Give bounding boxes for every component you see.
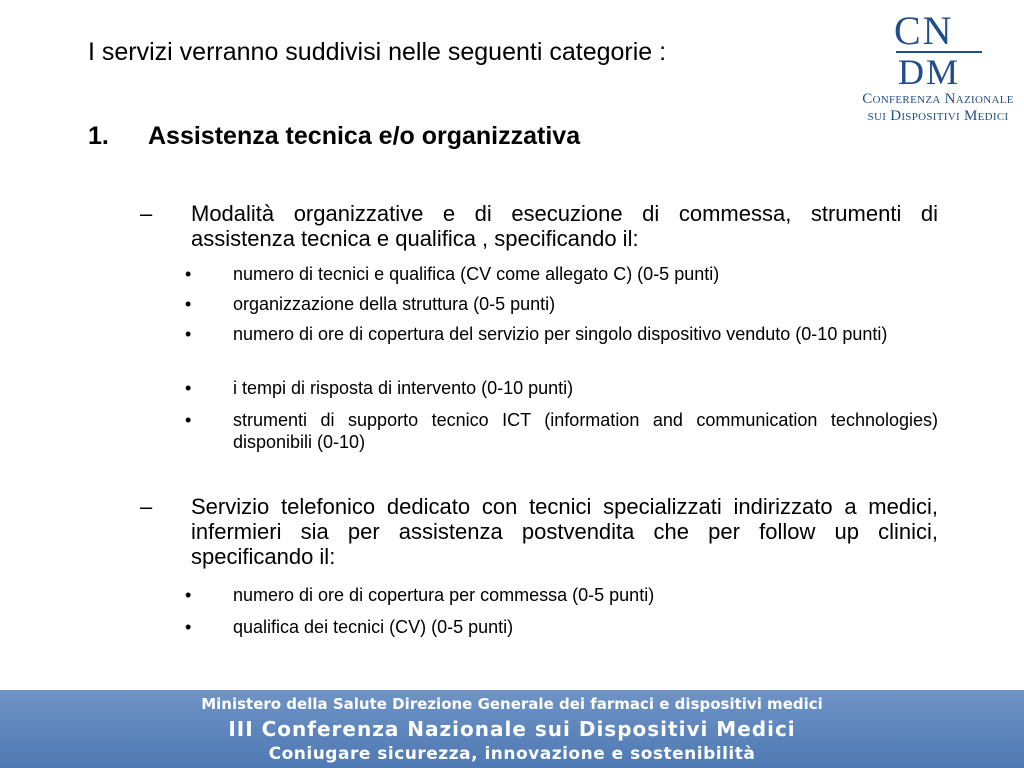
- bullet-item: [185, 293, 938, 315]
- dash-item-text: Modalità organizzative e di esecuzione di commessa, strumenti di assistenza tecnica e qualifica , specificando il:: [191, 201, 938, 251]
- dash-item: [140, 494, 938, 569]
- section-title: [88, 118, 580, 154]
- bullet-item-text: numero di ore di copertura per commessa (0-5 punti): [233, 585, 655, 605]
- bullet-marker: •: [185, 378, 192, 398]
- cndm-logo: [858, 8, 1024, 128]
- bullet-item: [185, 616, 938, 638]
- bullet-marker: •: [185, 617, 192, 637]
- bullet-marker: •: [185, 585, 192, 605]
- footer-banner: [0, 690, 1024, 768]
- bullet-item-text: numero di ore di copertura del servizio per singolo dispositivo venduto (0-10 punti): [233, 324, 888, 344]
- logo-text-line-1: Conferenza Nazionale: [862, 91, 1014, 107]
- section-title-text: Assistenza tecnica e/o organizzativa: [148, 122, 581, 150]
- cndm-logo-mark: [888, 8, 988, 88]
- footer-line-motto: Coniugare sicurezza, innovazione e sostenibilità: [268, 744, 756, 764]
- bullet-item-text: qualifica dei tecnici (CV) (0-5 punti): [233, 617, 514, 637]
- bullet-item-text: strumenti di supporto tecnico ICT (information and communication technologies) disponibili (0-10): [233, 410, 938, 452]
- bullet-item: [185, 584, 938, 606]
- bullet-marker: •: [185, 294, 192, 314]
- dash-marker: –: [140, 494, 153, 519]
- dash-item-text: Servizio telefonico dedicato con tecnici specializzati indirizzato a medici, infermieri sia per assistenza postvendita che per follow up clinici, specificando il:: [191, 494, 938, 569]
- bullet-marker: •: [185, 410, 192, 430]
- bullet-item: [185, 409, 938, 453]
- logo-text-line-2: sui Dispositivi Medici: [867, 108, 1009, 124]
- bullet-marker: •: [185, 264, 192, 284]
- bullet-item: [185, 377, 938, 399]
- bullet-item: [185, 323, 938, 345]
- dash-marker: –: [140, 201, 153, 226]
- bullet-item-text: numero di tecnici e qualifica (CV come allegato C) (0-5 punti): [233, 264, 720, 284]
- footer-line-ministry: Ministero della Salute Direzione Generale dei farmaci e dispositivi medici: [201, 695, 823, 713]
- dash-item: [140, 201, 938, 251]
- bullet-item-text: i tempi di risposta di intervento (0-10 punti): [233, 378, 574, 398]
- logo-letters-bottom: DM: [898, 52, 961, 88]
- footer-line-conference: III Conferenza Nazionale sui Dispositivi Medici: [228, 717, 796, 741]
- logo-letters-top: CN: [894, 8, 954, 53]
- bullet-marker: •: [185, 324, 192, 344]
- bullet-item-text: organizzazione della struttura (0-5 punti): [233, 294, 556, 314]
- bullet-item: [185, 263, 938, 285]
- slide-heading: I servizi verranno suddivisi nelle seguenti categorie :: [88, 38, 667, 66]
- section-number: 1.: [88, 122, 109, 150]
